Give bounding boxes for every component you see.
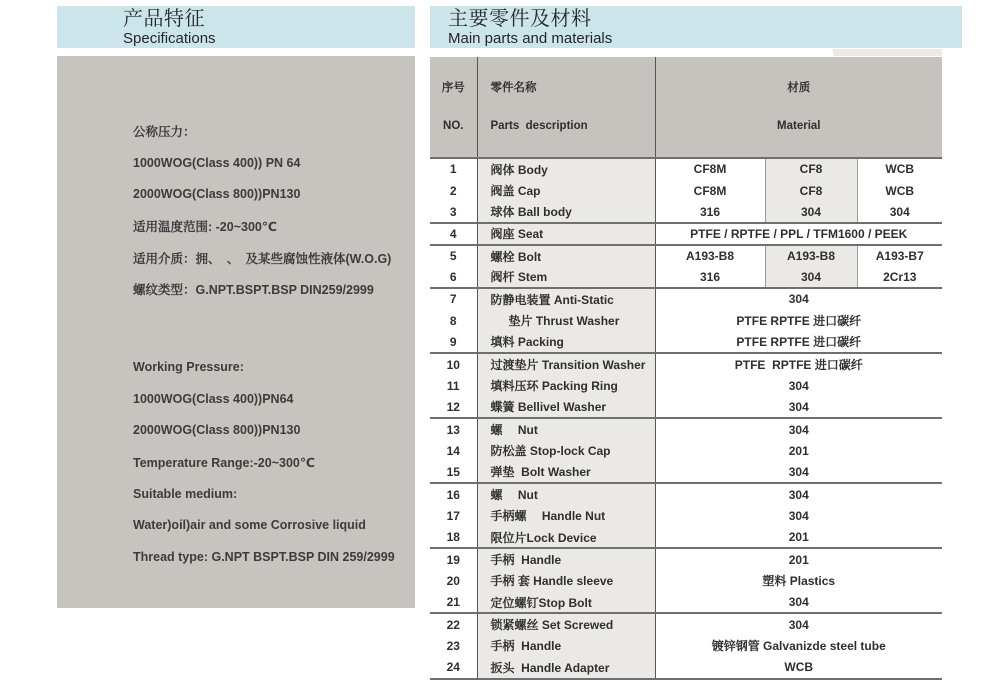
cell-no: 18 [430, 527, 477, 549]
cell-material: 304 [655, 375, 942, 397]
cell-no: 24 [430, 657, 477, 679]
table-row [430, 288, 942, 310]
cell-material: 304 [655, 397, 942, 419]
cell-material: 镀锌钢管 Galvanizde steel tube [655, 635, 942, 657]
spec-line: 2000WOG(Class 800))PN130 [133, 187, 301, 202]
spec-line: Water)oil)air and some Corrosive liquid [133, 518, 366, 533]
spec-line: 2000WOG(Class 800))PN130 [133, 423, 301, 438]
header-parts-zh: 零件名称 [490, 82, 537, 94]
header-no-zh: 序号 [441, 82, 465, 94]
parts-materials-header [430, 6, 962, 48]
cell-part-name: 防松盖 Stop-lock Cap [477, 440, 655, 462]
table-row [430, 201, 942, 223]
spec-line: Temperature Range:-20~300℃ [133, 455, 315, 470]
spec-line: Thread type: G.NPT BSPT.BSP DIN 259/2999 [133, 550, 395, 565]
cell-material: 304 [655, 505, 942, 527]
table-row [430, 245, 942, 267]
spec-line: 公称压力： [133, 124, 196, 139]
cell-material: CF8M [655, 158, 765, 180]
cell-part-name: 螺 Nut [477, 483, 655, 505]
specifications-panel [57, 56, 415, 608]
cell-material: 2Cr13 [857, 266, 942, 288]
cell-part-name: 阀杆 Stem [477, 266, 655, 288]
cell-material: CF8M [655, 180, 765, 202]
cell-part-name: 手柄 Handle [477, 548, 655, 570]
cell-part-name: 蝶簧 Bellivel Washer [477, 397, 655, 419]
cell-material: A193-B8 [655, 245, 765, 267]
cell-no: 3 [430, 201, 477, 223]
header-no-en: NO. [443, 120, 464, 132]
table-row [430, 397, 942, 419]
cell-material: CF8 [765, 158, 857, 180]
parts-materials-title-en: Main parts and materials [448, 30, 613, 47]
cell-material: 201 [655, 548, 942, 570]
cell-part-name: 限位片Lock Device [477, 527, 655, 549]
cell-no: 11 [430, 375, 477, 397]
cell-no: 1 [430, 158, 477, 180]
table-row [430, 332, 942, 354]
table-row [430, 266, 942, 288]
cell-no: 23 [430, 635, 477, 657]
table-row [430, 635, 942, 657]
header-parts-en: Parts description [490, 120, 588, 132]
cell-material: 316 [655, 266, 765, 288]
table-row [430, 592, 942, 614]
table-row [430, 158, 942, 180]
cell-material: 304 [655, 418, 942, 440]
table-row [430, 657, 942, 679]
table-row [430, 353, 942, 375]
cell-part-name: 垫片 Thrust Washer [477, 310, 655, 332]
table-row [430, 613, 942, 635]
cell-part-name: 锁紧螺丝 Set Screwed [477, 613, 655, 635]
specifications-header [57, 6, 415, 48]
cell-no: 9 [430, 332, 477, 354]
parts-table-wrap [430, 57, 942, 680]
cell-no: 14 [430, 440, 477, 462]
cell-material: 201 [655, 527, 942, 549]
cell-no: 2 [430, 180, 477, 202]
cell-material: 304 [655, 613, 942, 635]
cell-part-name: 手柄 Handle [477, 635, 655, 657]
cell-part-name: 防静电装置 Anti-Static [477, 288, 655, 310]
cell-material: PTFE / RPTFE / PPL / TFM1600 / PEEK [655, 223, 942, 245]
spec-line: 1000WOG(Class 400))PN64 [133, 391, 294, 406]
table-row [430, 180, 942, 202]
table-row [430, 462, 942, 484]
cell-no: 17 [430, 505, 477, 527]
cell-part-name: 手柄 套 Handle sleeve [477, 570, 655, 592]
table-row [430, 548, 942, 570]
cell-material: WCB [857, 158, 942, 180]
cell-no: 5 [430, 245, 477, 267]
table-row [430, 310, 942, 332]
cell-material: 316 [655, 201, 765, 223]
cell-no: 7 [430, 288, 477, 310]
cell-material: 304 [765, 266, 857, 288]
cell-part-name: 阀体 Body [477, 158, 655, 180]
spec-line: 1000WOG(Class 400)) PN 64 [133, 155, 301, 170]
cell-part-name: 阀盖 Cap [477, 180, 655, 202]
cell-material: 304 [655, 483, 942, 505]
table-row [430, 418, 942, 440]
cell-no: 8 [430, 310, 477, 332]
cell-material: 304 [655, 592, 942, 614]
cell-no: 10 [430, 353, 477, 375]
cell-material: A193-B8 [765, 245, 857, 267]
cell-part-name: 定位螺钉Stop Bolt [477, 592, 655, 614]
cell-no: 19 [430, 548, 477, 570]
cell-no: 6 [430, 266, 477, 288]
scan-artifact-strip [833, 49, 942, 56]
cell-part-name: 阀座 Seat [477, 223, 655, 245]
cell-no: 20 [430, 570, 477, 592]
parts-table-body [430, 158, 942, 679]
cell-no: 12 [430, 397, 477, 419]
header-no [430, 57, 477, 158]
specifications-title-en: Specifications [123, 30, 216, 47]
cell-no: 15 [430, 462, 477, 484]
cell-material: 塑料 Plastics [655, 570, 942, 592]
header-material-en: Material [777, 120, 821, 132]
cell-part-name: 过渡垫片 Transition Washer [477, 353, 655, 375]
cell-material: 201 [655, 440, 942, 462]
header-material [655, 57, 942, 158]
cell-material: CF8 [765, 180, 857, 202]
table-row [430, 375, 942, 397]
cell-no: 21 [430, 592, 477, 614]
table-row [430, 223, 942, 245]
cell-part-name: 填料 Packing [477, 332, 655, 354]
parts-table [430, 57, 942, 680]
cell-part-name: 螺 Nut [477, 418, 655, 440]
specifications-title-zh: 产品特征 [123, 8, 205, 30]
cell-part-name: 弹垫 Bolt Washer [477, 462, 655, 484]
spec-line: 适用温度范围: -20~300℃ [133, 219, 277, 234]
table-row [430, 570, 942, 592]
cell-no: 13 [430, 418, 477, 440]
cell-material: 304 [655, 288, 942, 310]
cell-part-name: 螺栓 Bolt [477, 245, 655, 267]
table-row [430, 483, 942, 505]
table-header-row [430, 57, 942, 158]
cell-material: PTFE RPTFE 进口碳纤 [655, 332, 942, 354]
cell-no: 4 [430, 223, 477, 245]
table-row [430, 440, 942, 462]
header-material-zh: 材质 [787, 82, 811, 94]
cell-material: PTFE RPTFE 进口碳纤 [655, 353, 942, 375]
cell-part-name: 球体 Ball body [477, 201, 655, 223]
cell-material: A193-B7 [857, 245, 942, 267]
cell-material: 304 [857, 201, 942, 223]
table-row [430, 527, 942, 549]
spec-line: 适用介质：拥、 、 及某些腐蚀性液体(W.O.G) [133, 251, 392, 266]
cell-material: 304 [765, 201, 857, 223]
table-row [430, 505, 942, 527]
cell-material: WCB [857, 180, 942, 202]
cell-material: 304 [655, 462, 942, 484]
cell-no: 16 [430, 483, 477, 505]
spec-line: 螺纹类型：G.NPT.BSPT.BSP DIN259/2999 [133, 283, 374, 298]
spec-line: Working Pressure: [133, 359, 244, 374]
cell-no: 22 [430, 613, 477, 635]
cell-part-name: 扳头 Handle Adapter [477, 657, 655, 679]
header-parts-description [477, 57, 655, 158]
cell-material: PTFE RPTFE 进口碳纤 [655, 310, 942, 332]
cell-part-name: 手柄螺 Handle Nut [477, 505, 655, 527]
spec-line: Suitable medium: [133, 486, 238, 501]
parts-materials-title-zh: 主要零件及材料 [448, 8, 592, 30]
cell-part-name: 填料压环 Packing Ring [477, 375, 655, 397]
cell-material: WCB [655, 657, 942, 679]
